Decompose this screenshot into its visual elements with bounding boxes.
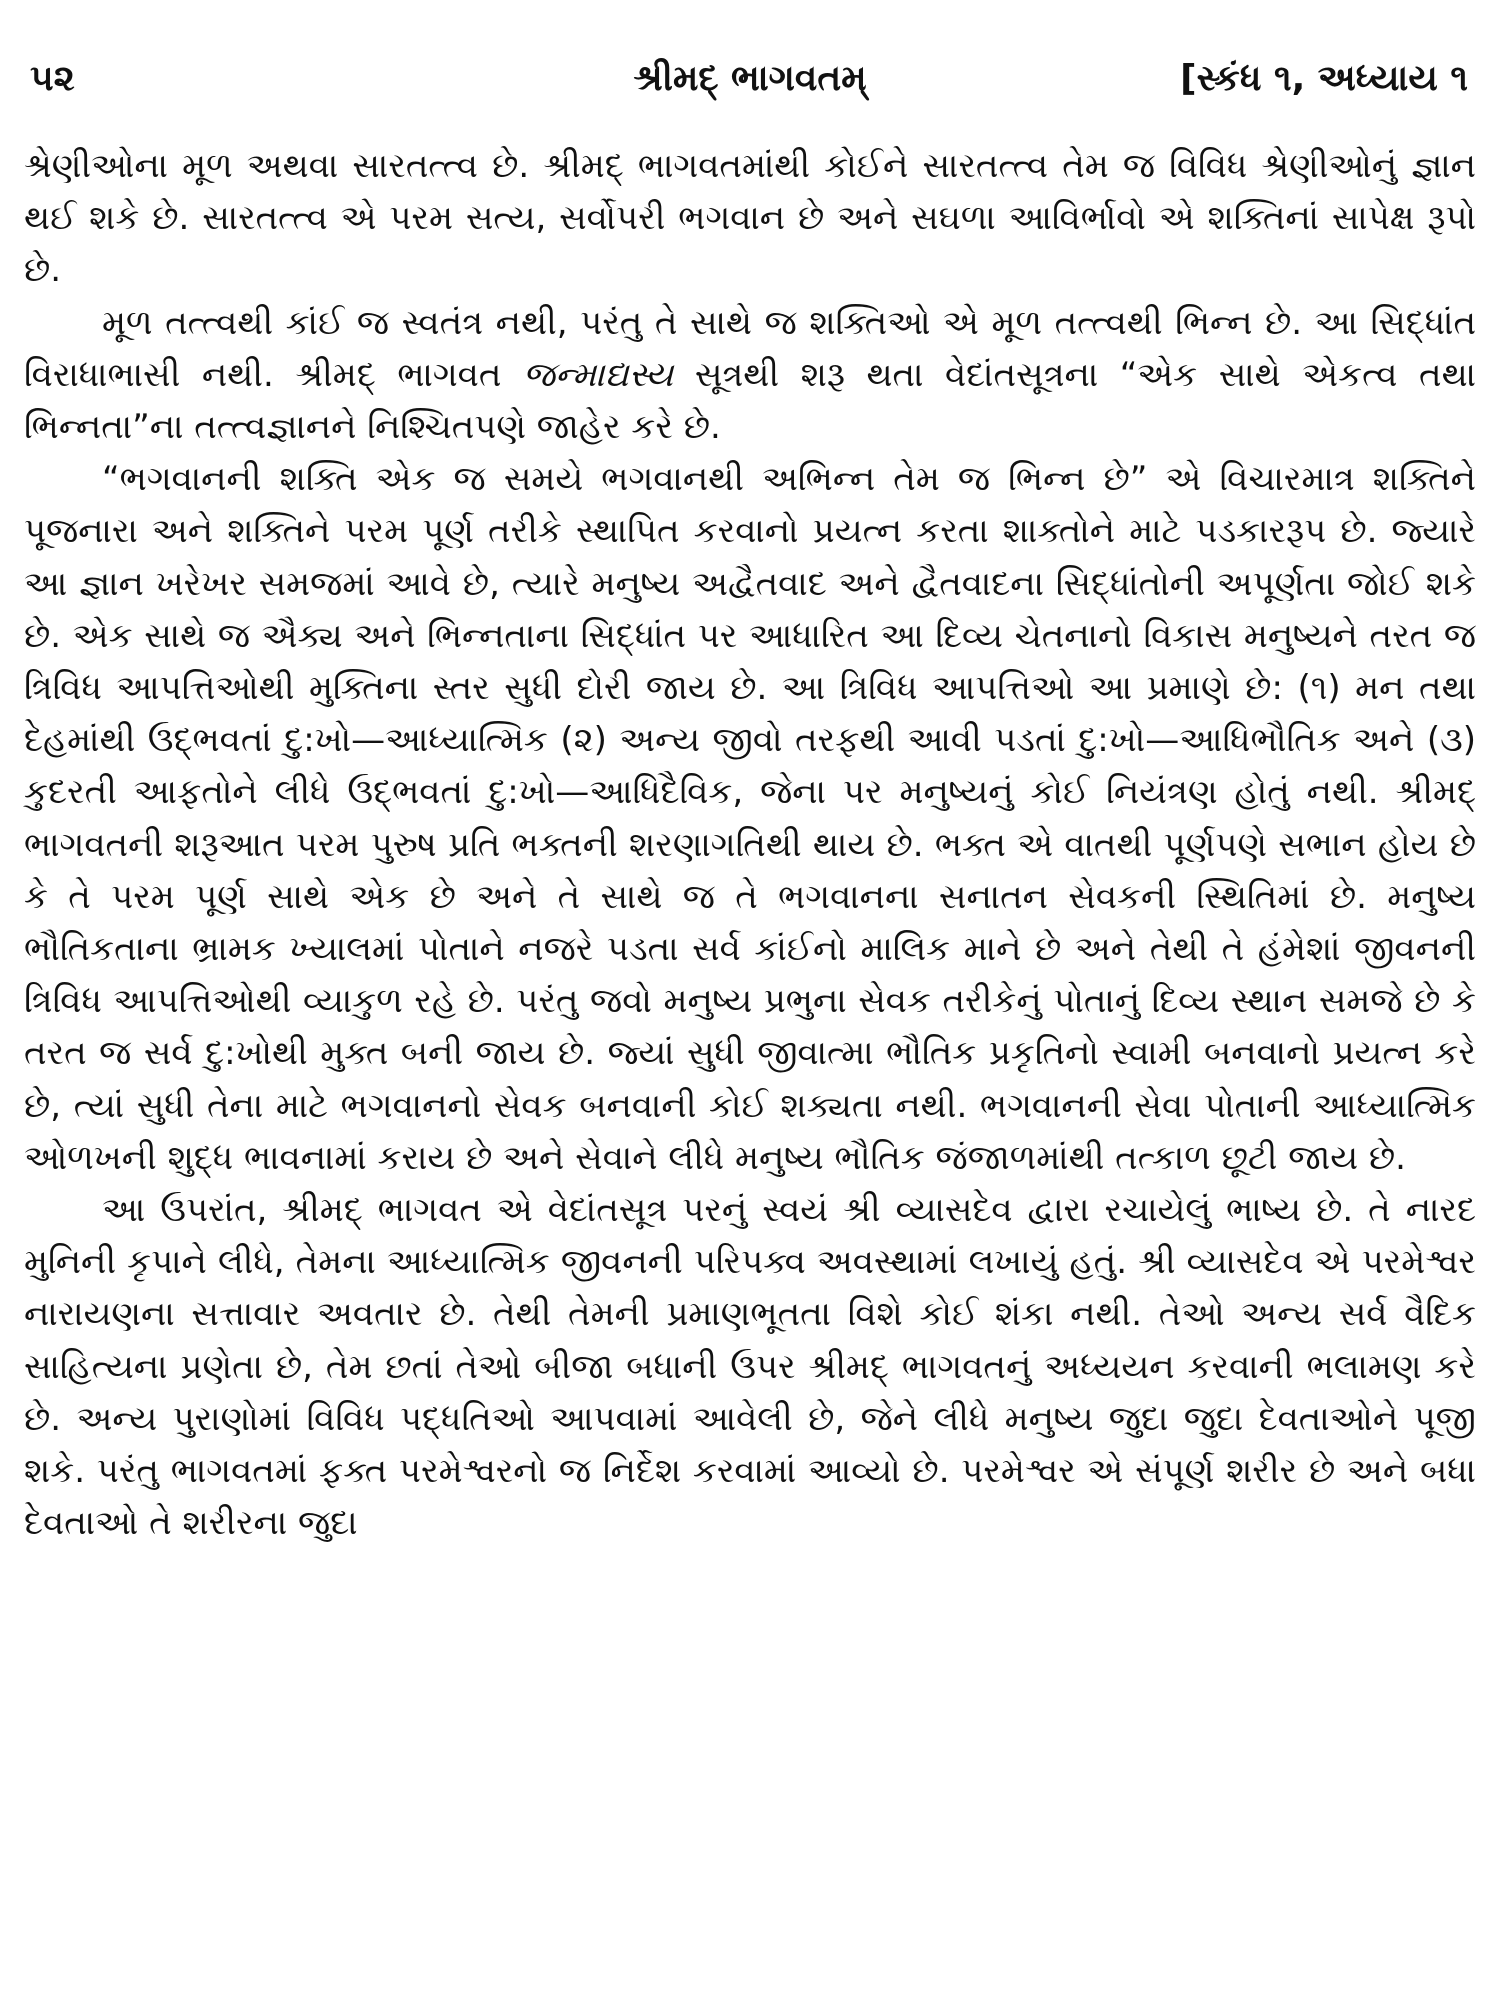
running-header — [24, 50, 1476, 140]
paragraph-2 — [24, 297, 1476, 454]
page-body — [24, 140, 1476, 1549]
canto-chapter-label: [સ્કંધ ૧, અધ્યાય ૧ — [1180, 58, 1468, 99]
paragraph-2-text-end: સૂત્રથી શરૂ થતા વેદાંતસૂત્રના “એક સાથે એકત્વ તથા ભિન્નતા”ના તત્ત્વજ્ઞાનને નિશ્ચિતપણે જાહેર કરે છે. — [24, 354, 1476, 448]
paragraph-4: આ ઉપરાંત, શ્રીમદ્ ભાગવત એ વેદાંતસૂત્ર પરનું સ્વયં શ્રી વ્યાસદેવ દ્વારા રચાયેલું ભાષ્ય છે. તે નારદ મુનિની કૃપાને લીધે, તેમના આધ્યાત્મિક જીવનની પરિપક્વ અવસ્થામાં લખાયું હતું. શ્રી વ્યાસદેવ એ પરમેશ્વર નારાયણના સત્તાવાર અવતાર છે. તેથી તેમની પ્રમાણભૂતતા વિશે કોઈ શંકા નથી. તેઓ અન્ય સર્વ વૈદિક સાહિત્યના પ્રણેતા છે, તેમ છતાં તેઓ બીજા બધાની ઉપર શ્રીમદ્ ભાગવતનું અધ્યયન કરવાની ભલામણ કરે છે. અન્ય પુરાણોમાં વિવિધ પદ્ધતિઓ આપવામાં આવેલી છે, જેને લીધે મનુષ્ય જુદા જુદા દેવતાઓને પૂજી શકે. પરંતુ ભાગવતમાં ફક્ત પરમેશ્વરનો જ નિર્દેશ કરવામાં આવ્યો છે. પરમેશ્વર એ સંપૂર્ણ શરીર છે અને બધા દેવતાઓ તે શરીરના જુદા — [24, 1190, 1476, 1544]
paragraph-1: શ્રેણીઓના મૂળ અથવા સારતત્ત્વ છે. શ્રીમદ્ ભાગવતમાંથી કોઈને સારતત્ત્વ તેમ જ વિવિધ શ્રેણીઓનું જ્ઞાન થઈ શકે છે. સારતત્ત્વ એ પરમ સત્ય, સર્વોપરી ભગવાન છે અને સઘળા આવિર્ભાવો એ શક્તિનાં સાપેક્ષ રૂપો છે. — [24, 146, 1476, 291]
paragraph-2-text-start: મૂળ તત્ત્વથી કાંઈ જ સ્વતંત્ર નથી, પરંતુ તે સાથે જ શક્તિઓ એ મૂળ તત્ત્વથી ભિન્ન છે. આ સિદ્ધાંત વિરાધાભાસી નથી. શ્રીમદ્ ભાગવત — [24, 302, 1476, 395]
sutra-name: જન્માદ્યસ્ય — [522, 354, 674, 395]
book-title: શ્રીમદ્ ભાગવતમ્ — [633, 58, 867, 99]
page-number: ૫૨ — [30, 58, 75, 99]
paragraph-3: “ભગવાનની શક્તિ એક જ સમયે ભગવાનથી અભિન્ન તેમ જ ભિન્ન છે” એ વિચારમાત્ર શક્તિને પૂજનારા અને શક્તિને પરમ પૂર્ણ તરીકે સ્થાપિત કરવાનો પ્રયત્ન કરતા શાક્તોને માટે પડકારરૂપ છે. જ્યારે આ જ્ઞાન ખરેખર સમજમાં આવે છે, ત્યારે મનુષ્ય અદ્વૈતવાદ અને દ્વૈતવાદના સિદ્ધાંતોની અપૂર્ણતા જોઈ શકે છે. એક સાથે જ ઐક્ય અને ભિન્નતાના સિદ્ધાંત પર આધારિત આ દિવ્ય ચેતનાનો વિકાસ મનુષ્યને તરત જ ત્રિવિધ આપત્તિઓથી મુક્તિના સ્તર સુધી દોરી જાય છે. આ ત્રિવિધ આપત્તિઓ આ પ્રમાણે છે: (૧) મન તથા દેહમાંથી ઉદ્ભવતાં દુ:ખો—આધ્યાત્મિક (૨) અન્ય જીવો તરફથી આવી પડતાં દુ:ખો—આધિભૌતિક અને (૩) કુદરતી આફતોને લીધે ઉદ્ભવતાં દુ:ખો—આધિદૈવિક, જેના પર મનુષ્યનું કોઈ નિયંત્રણ હોતું નથી. શ્રીમદ્ ભાગવતની શરૂઆત પરમ પુરુષ પ્રતિ ભક્તની શરણાગતિથી થાય છે. ભક્ત એ વાતથી પૂર્ણપણે સભાન હોય છે કે તે પરમ પૂર્ણ સાથે એક છે અને તે સાથે જ તે ભગવાનના સનાતન સેવકની સ્થિતિમાં છે. મનુષ્ય ભૌતિકતાના ભ્રામક ખ્યાલમાં પોતાને નજરે પડતા સર્વ કાંઈનો માલિક માને છે અને તેથી તે હંમેશાં જીવનની ત્રિવિધ આપત્તિઓથી વ્યાકુળ રહે છે. પરંતુ જવો મનુષ્ય પ્રભુના સેવક તરીકેનું પોતાનું દિવ્ય સ્થાન સમજે છે કે તરત જ સર્વ દુ:ખોથી મુક્ત બની જાય છે. જ્યાં સુધી જીવાત્મા ભૌતિક પ્રકૃતિનો સ્વામી બનવાનો પ્રયત્ન કરે છે, ત્યાં સુધી તેના માટે ભગવાનનો સેવક બનવાની કોઈ શક્યતા નથી. ભગવાનની સેવા પોતાની આધ્યાત્મિક ઓળખની શુદ્ધ ભાવનામાં કરાય છે અને સેવાને લીધે મનુષ્ય ભૌતિક જંજાળમાંથી તત્કાળ છૂટી જાય છે. — [24, 459, 1476, 1178]
